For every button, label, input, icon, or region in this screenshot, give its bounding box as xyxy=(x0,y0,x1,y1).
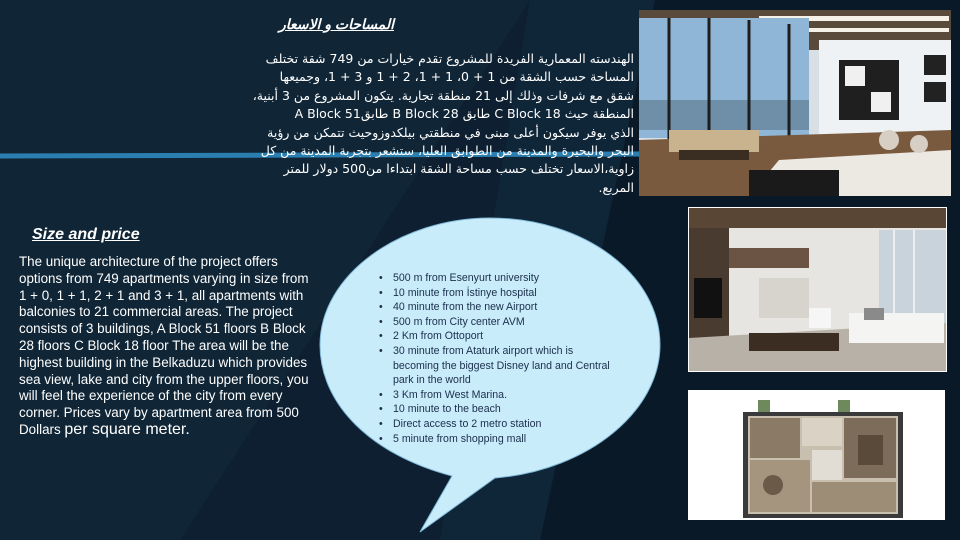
list-item xyxy=(379,329,611,344)
arabic-line: الذي يوفر سيكون أعلى مبنى في منطقتي بيلكدوزوحيث تتمكن من رؤية xyxy=(267,124,634,140)
arabic-line: البحر والبحيرة والمدينة من الطوابق العليا، ستشعر بتجربة المدينة من كل xyxy=(260,143,634,159)
list-item-text: 10 minute from İstinye hospital xyxy=(393,286,537,299)
arabic-section-body xyxy=(252,50,634,197)
bullet-icon: • xyxy=(379,330,383,343)
list-item-text: 5 minute from shopping mall xyxy=(393,432,527,445)
bullet-icon: • xyxy=(379,272,383,284)
list-item xyxy=(379,286,611,301)
arabic-line: شقق مع شرفات وذلك إلى 21 منطقة تجارية. يتكون المشروع من 3 أبنية، xyxy=(252,87,634,103)
bullet-icon: • xyxy=(379,403,383,416)
bullet-icon: • xyxy=(379,388,383,401)
floor-plan-image xyxy=(688,390,945,520)
list-item-text: 2 Km from Ottoport xyxy=(393,330,484,343)
arabic-line: المساحة حسب الشقة من 1 + 0، 1 + 1، 2 + 1 و 3 + 1، وجميعها xyxy=(279,69,634,85)
list-item-text: Direct access to 2 metro station xyxy=(393,417,542,430)
list-item-text: 3 Km from West Marina. xyxy=(393,388,508,401)
arabic-line: زاوية،الاسعار تختلف حسب مساحة الشقة ابتداءا من500 دولار للمتر xyxy=(283,161,634,177)
bullet-icon: • xyxy=(379,315,383,328)
list-item xyxy=(379,344,611,388)
location-list xyxy=(379,271,611,446)
living-room-photo xyxy=(688,207,947,372)
list-item-text: 30 minute from Ataturk airport which is becoming the biggest Disney land and Central park in the world xyxy=(393,344,610,387)
list-item-text: 40 minute from the new Airport xyxy=(393,301,538,314)
arabic-line: المربع. xyxy=(598,179,634,195)
english-body-text: The unique architecture of the project offers options from 749 apartments varying in size from 1 + 0, 1 + 1, 2 + 1 and 3 + 1, all apartments with balconies to 21 commercial areas. The project consists of 3 buildings, A Block 51 floors B Block 28 floors C Block 18 floor The area will be the highest building in the Belkaduzu which provides sea view, lake and city from the upper floors, you will feel the experience of the city from every corner. Prices vary by apartment area from 500 Dollars xyxy=(19,254,309,437)
english-section-body xyxy=(19,254,311,439)
bullet-icon: • xyxy=(379,301,383,314)
list-item xyxy=(379,388,611,403)
arabic-line: الهندسته المعمارية الفريدة للمشروع تقدم خيارات من 749 شقة تختلف xyxy=(265,51,634,66)
arabic-line: المنطقة حيث C Block 18 طابق B Block 28 طابقA Block 51 xyxy=(294,106,634,122)
english-section-title: Size and price xyxy=(32,226,140,243)
list-item xyxy=(379,271,611,286)
bullet-icon: • xyxy=(379,286,383,299)
lounge-photo xyxy=(639,10,951,196)
list-item-text: 500 m from Esenyurt university xyxy=(393,272,540,284)
bullet-icon: • xyxy=(379,432,383,445)
list-item xyxy=(379,300,611,315)
list-item-text: 10 minute to the beach xyxy=(393,403,501,416)
bullet-icon: • xyxy=(379,417,383,430)
list-item xyxy=(379,315,611,330)
list-item xyxy=(379,402,611,417)
list-item-text: 500 m from City center AVM xyxy=(393,315,525,328)
list-item xyxy=(379,417,611,432)
list-item xyxy=(379,432,611,447)
bullet-icon: • xyxy=(379,344,383,357)
english-body-tail: per square meter. xyxy=(64,420,190,438)
arabic-section-title: المساحات و الاسعار xyxy=(278,16,394,32)
